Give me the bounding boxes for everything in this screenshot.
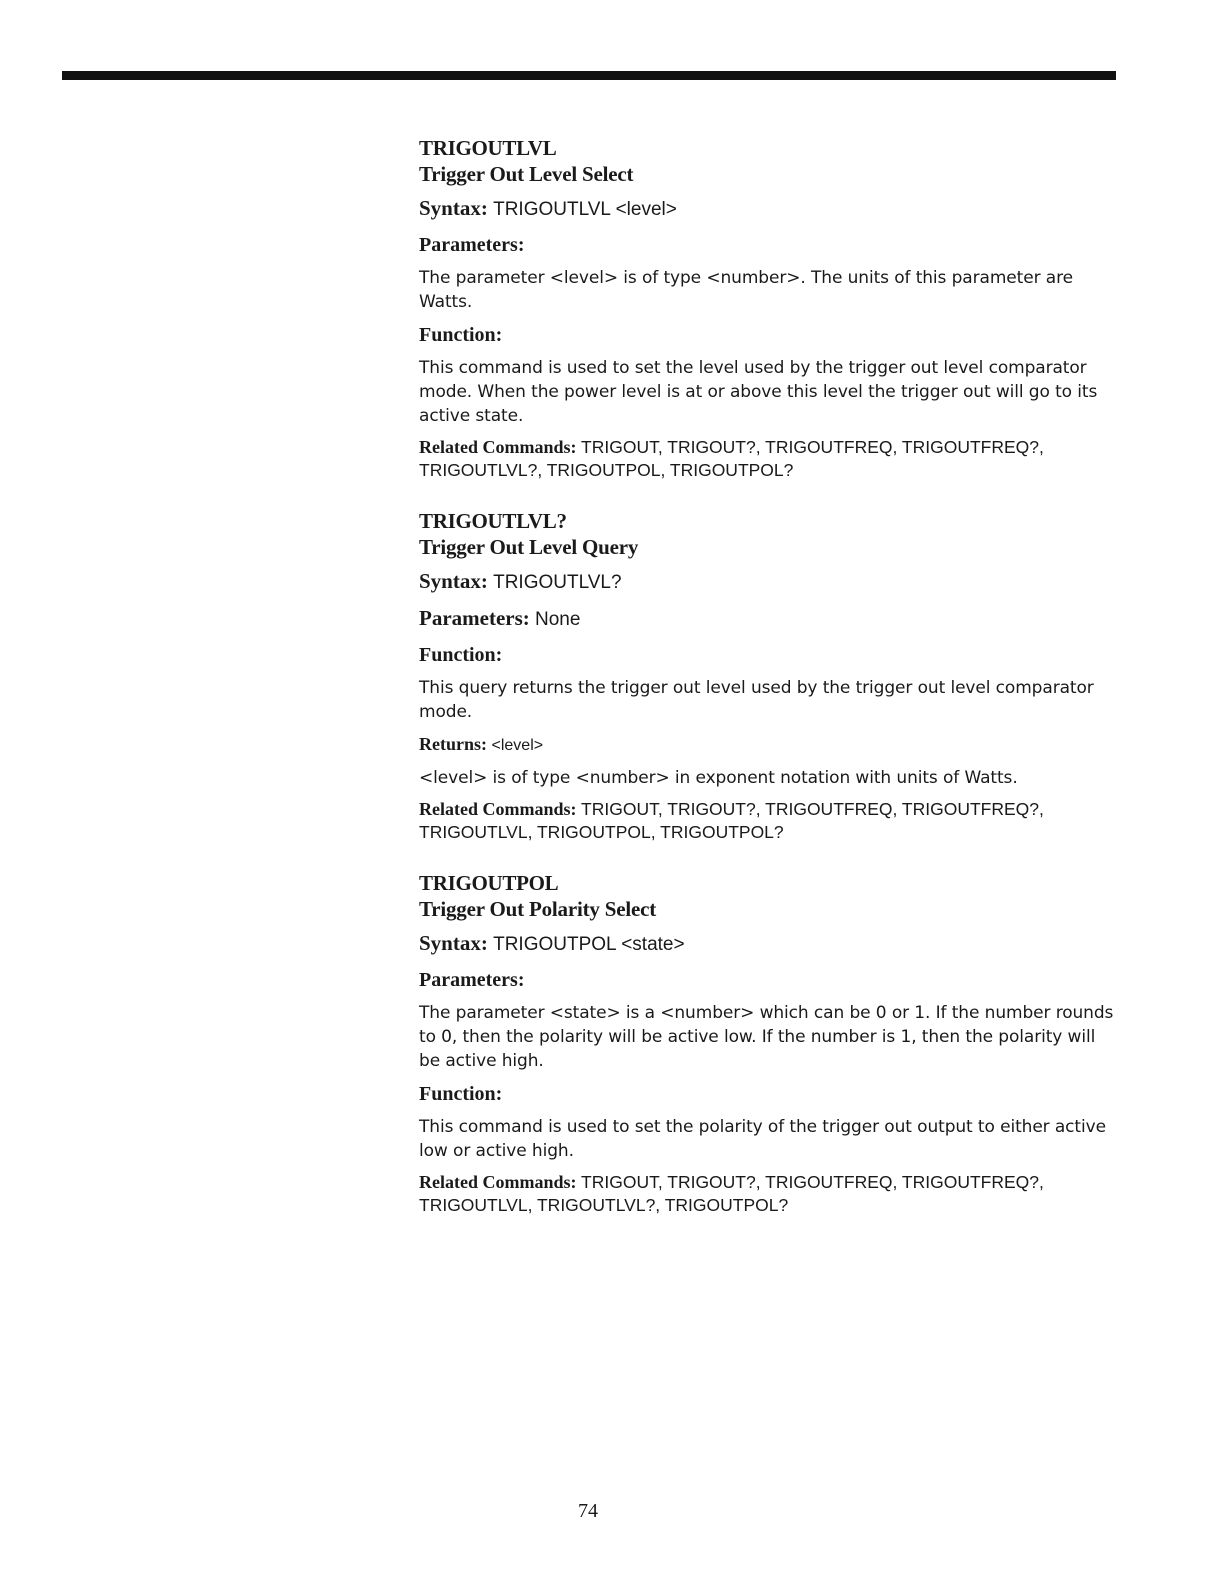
syntax-value: TRIGOUTLVL? [493,572,622,593]
parameters-text: The parameter <level> is of type <number>. The units of this parameter are Watts. [419,268,1073,312]
function-text: This command is used to set the level used by the trigger out level comparator mode. When the power level is at or above this level the trigger out will go to its active state. [419,358,1098,426]
parameters-value: None [535,609,581,630]
returns-text: <level> is of type <number> in exponent notation with units of Watts. [419,768,1018,788]
related-commands [419,798,1119,844]
command-title: Trigger Out Polarity Select [419,897,657,921]
parameters-heading: Parameters: [419,969,525,991]
command-title: Trigger Out Level Query [419,535,639,559]
returns-line [419,732,1119,758]
syntax-line [419,930,1119,958]
function-heading: Function: [419,324,503,346]
command-name: TRIGOUTLVL [419,136,557,160]
related-commands [419,436,1119,482]
syntax-value: TRIGOUTPOL <state> [493,934,685,955]
syntax-value: TRIGOUTLVL <level> [493,199,677,220]
syntax-line [419,195,1119,223]
command-section-trigoutlvl-query [419,508,1119,844]
returns-label: Returns: [419,734,487,754]
related-commands-list: TRIGOUT, TRIGOUT?, TRIGOUTFREQ, TRIGOUTFREQ?, TRIGOUTLVL?, TRIGOUTPOL, TRIGOUTPOL? [419,437,1044,480]
parameters-heading: Parameters: [419,234,525,256]
command-section-trigoutlvl [419,135,1119,482]
syntax-line [419,568,1119,596]
command-title: Trigger Out Level Select [419,162,634,186]
function-text: This command is used to set the polarity of the trigger out output to either active low or active high. [419,1117,1106,1161]
related-commands-label: Related Commands: [419,437,577,457]
syntax-label: Syntax: [419,569,488,593]
syntax-label: Syntax: [419,196,488,220]
top-rule [62,71,1116,80]
related-commands-list: TRIGOUT, TRIGOUT?, TRIGOUTFREQ, TRIGOUTFREQ?, TRIGOUTLVL, TRIGOUTLVL?, TRIGOUTPOL? [419,1172,1044,1215]
parameters-line [419,605,1119,633]
returns-value: <level> [491,737,544,754]
function-heading: Function: [419,644,503,666]
parameters-label: Parameters: [419,606,530,630]
related-commands-list: TRIGOUT, TRIGOUT?, TRIGOUTFREQ, TRIGOUTFREQ?, TRIGOUTLVL, TRIGOUTPOL, TRIGOUTPOL? [419,799,1044,842]
page-number: 74 [578,1500,598,1522]
function-heading: Function: [419,1083,503,1105]
command-name: TRIGOUTPOL [419,871,559,895]
related-commands-label: Related Commands: [419,799,577,819]
related-commands [419,1171,1119,1217]
page-content [419,135,1119,1243]
command-name: TRIGOUTLVL? [419,509,567,533]
command-section-trigoutpol [419,870,1119,1217]
related-commands-label: Related Commands: [419,1172,577,1192]
syntax-label: Syntax: [419,931,488,955]
function-text: This query returns the trigger out level used by the trigger out level comparator mode. [419,678,1094,722]
parameters-text: The parameter <state> is a <number> which can be 0 or 1. If the number rounds to 0, then the polarity will be active low. If the number is 1, then the polarity will be active high. [419,1003,1114,1071]
